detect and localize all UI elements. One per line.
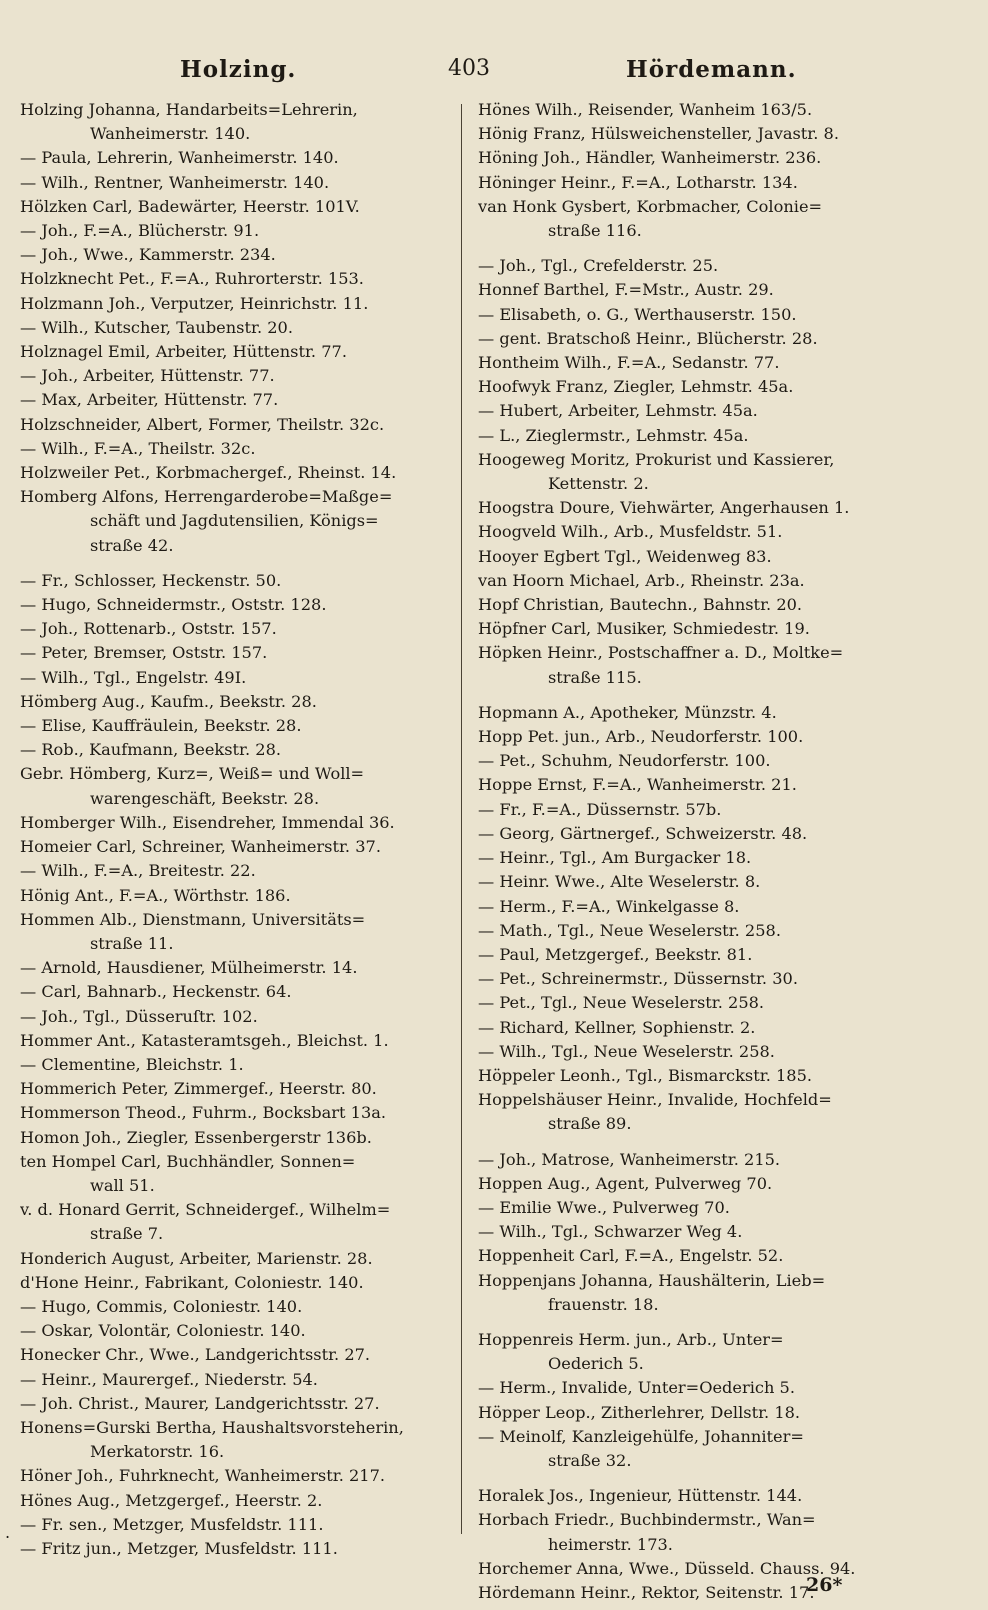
margin-mark: . <box>5 1523 11 1542</box>
directory-entry: Höner Joh., Fuhrknecht, Wanheimerstr. 217. <box>20 1466 386 1486</box>
directory-entry: Höning Joh., Händler, Wanheimerstr. 236. <box>478 148 822 168</box>
directory-entry: Gebr. Hömberg, Kurz=, Weiß= und Woll= <box>20 764 365 784</box>
directory-entry: van Hoorn Michael, Arb., Rheinstr. 23a. <box>478 570 805 590</box>
directory-entry: — Rob., Kaufmann, Beekstr. 28. <box>20 740 282 760</box>
directory-entry: — Georg, Gärtnergef., Schweizerstr. 48. <box>478 823 808 843</box>
directory-entry: Holzweiler Pet., Korbmachergef., Rheinst. 14. <box>20 463 397 483</box>
directory-entry: Homberg Alfons, Herrengarderobe=Maßge= <box>20 487 393 507</box>
directory-entry: Hommen Alb., Dienstmann, Universitäts= <box>20 909 366 929</box>
directory-entry: — Joh., Matrose, Wanheimerstr. 215. <box>478 1149 781 1169</box>
directory-entry: — Richard, Kellner, Sophienstr. 2. <box>478 1017 756 1037</box>
directory-entry: — Max, Arbeiter, Hüttenstr. 77. <box>20 390 279 410</box>
directory-entry: — Heinr. Wwe., Alte Weselerstr. 8. <box>478 872 761 892</box>
directory-entry: Hönig Ant., F.=A., Wörthstr. 186. <box>20 885 291 905</box>
directory-entry: — Hugo, Commis, Coloniestr. 140. <box>20 1296 303 1316</box>
directory-entry: — Wilh., Rentner, Wanheimerstr. 140. <box>20 172 330 192</box>
directory-entry: ten Hompel Carl, Buchhändler, Sonnen= <box>20 1151 356 1171</box>
directory-entry: Homeier Carl, Schreiner, Wanheimerstr. 37. <box>20 837 381 857</box>
directory-entry: — Paul, Metzgergef., Beekstr. 81. <box>478 944 753 964</box>
directory-entry: — Hubert, Arbeiter, Lehmstr. 45a. <box>478 401 758 421</box>
directory-entry: — Wilh., Kutscher, Taubenstr. 20. <box>20 317 293 337</box>
directory-entry: Hommerson Theod., Fuhrm., Bocksbart 13a. <box>20 1103 387 1123</box>
directory-entry: — Meinolf, Kanzleigehülfe, Johanniter= <box>478 1426 804 1446</box>
directory-entry: — Herm., Invalide, Unter=Oederich 5. <box>478 1378 795 1398</box>
entry-continuation: straße 32. <box>548 1450 632 1470</box>
directory-entry: Honens=Gurski Bertha, Haushaltsvorsteherin, <box>20 1417 404 1437</box>
page-header <box>0 50 988 90</box>
directory-entry: — gent. Bratschoß Heinr., Blücherstr. 28. <box>478 328 818 348</box>
directory-entry: van Honk Gysbert, Korbmacher, Colonie= <box>478 196 823 216</box>
directory-entry: Hommer Ant., Katasteramtsgeh., Bleichst. 1. <box>20 1030 389 1050</box>
directory-entry: Höppeler Leonh., Tgl., Bismarckstr. 185. <box>478 1065 813 1085</box>
directory-entry: — Peter, Bremser, Oststr. 157. <box>20 643 268 663</box>
directory-entry: — Fr., Schlosser, Heckenstr. 50. <box>20 570 282 590</box>
directory-entry: — Emilie Wwe., Pulverweg 70. <box>478 1197 730 1217</box>
entry-continuation: straße 11. <box>90 933 174 953</box>
directory-entry: Hoofwyk Franz, Ziegler, Lehmstr. 45a. <box>478 377 794 397</box>
directory-entry: — Wilh., Tgl., Neue Weselerstr. 258. <box>478 1041 775 1061</box>
entry-continuation: Merkatorstr. 16. <box>90 1442 225 1462</box>
directory-entry: Hoppenheit Carl, F.=A., Engelstr. 52. <box>478 1246 784 1266</box>
directory-entry: Hoogveld Wilh., Arb., Musfeldstr. 51. <box>478 522 783 542</box>
directory-entry: — Wilh., F.=A., Theilstr. 32c. <box>20 438 256 458</box>
page-number: 403 <box>448 56 490 81</box>
directory-entry: — Fr., F.=A., Düssernstr. 57b. <box>478 799 722 819</box>
directory-entry: Horalek Jos., Ingenieur, Hüttenstr. 144. <box>478 1486 803 1506</box>
directory-entry: — Joh., Rottenarb., Oststr. 157. <box>20 619 277 639</box>
directory-entry: Honnef Barthel, F.=Mstr., Austr. 29. <box>478 280 774 300</box>
directory-entry: — Math., Tgl., Neue Weselerstr. 258. <box>478 920 781 940</box>
directory-entry: v. d. Honard Gerrit, Schneidergef., Wilhelm= <box>20 1200 391 1220</box>
directory-entry: — Joh., Tgl., Düsseruſtr. 102. <box>20 1006 258 1026</box>
entry-continuation: straße 116. <box>548 221 642 241</box>
directory-entry: — Wilh., Tgl., Schwarzer Weg 4. <box>478 1222 743 1242</box>
entry-continuation: schäft und Jagdutensilien, Königs= <box>90 511 379 531</box>
directory-entry: — Elise, Kauffräulein, Beekstr. 28. <box>20 716 302 736</box>
entry-continuation: heimerstr. 173. <box>548 1534 673 1554</box>
directory-entry: Horbach Friedr., Buchbindermstr., Wan= <box>478 1510 816 1530</box>
directory-entry: Hoppenreis Herm. jun., Arb., Unter= <box>478 1329 784 1349</box>
signature-mark: 26* <box>806 1574 843 1596</box>
directory-entry: Horchemer Anna, Wwe., Düsseld. Chauss. 94. <box>478 1558 856 1578</box>
directory-entry: — Wilh., F.=A., Breitestr. 22. <box>20 861 256 881</box>
directory-entry: — Joh., Wwe., Kammerstr. 234. <box>20 245 276 265</box>
entry-continuation: warengeschäft, Beekstr. 28. <box>90 788 320 808</box>
directory-entry: Hoppen Aug., Agent, Pulverweg 70. <box>478 1173 773 1193</box>
left-column <box>20 98 450 1561</box>
directory-entry: — Joh., F.=A., Blücherstr. 91. <box>20 221 260 241</box>
entry-continuation: straße 115. <box>548 667 642 687</box>
entry-continuation: wall 51. <box>90 1175 155 1195</box>
directory-entry: Holzschneider, Albert, Former, Theilstr. 32c. <box>20 414 385 434</box>
directory-entry: — Arnold, Hausdiener, Mülheimerstr. 14. <box>20 958 358 978</box>
directory-entry: — Herm., F.=A., Winkelgasse 8. <box>478 896 740 916</box>
entry-continuation: straße 7. <box>90 1224 164 1244</box>
directory-entry: Höpper Leop., Zitherlehrer, Dellstr. 18. <box>478 1402 801 1422</box>
entry-continuation: straße 42. <box>90 535 174 555</box>
directory-entry: — Pet., Schreinermstr., Düssernstr. 30. <box>478 969 798 989</box>
entry-continuation: Kettenstr. 2. <box>548 474 649 494</box>
entry-continuation: straße 89. <box>548 1114 632 1134</box>
directory-entry: — Oskar, Volontär, Coloniestr. 140. <box>20 1321 306 1341</box>
directory-entry: Hömberg Aug., Kaufm., Beekstr. 28. <box>20 691 317 711</box>
directory-entry: Hönig Franz, Hülsweichensteller, Javastr. 8. <box>478 124 839 144</box>
right-column <box>478 98 930 1605</box>
directory-entry: d'Hone Heinr., Fabrikant, Coloniestr. 140. <box>20 1272 364 1292</box>
directory-entry: Homberger Wilh., Eisendreher, Immendal 36. <box>20 812 395 832</box>
directory-entry: Holzing Johanna, Handarbeits=Lehrerin, <box>20 100 358 119</box>
directory-entry: — Pet., Tgl., Neue Weselerstr. 258. <box>478 993 765 1013</box>
directory-entry: — Carl, Bahnarb., Heckenstr. 64. <box>20 982 292 1002</box>
directory-entry: Hoppe Ernst, F.=A., Wanheimerstr. 21. <box>478 775 797 795</box>
directory-entry: Hönes Aug., Metzgergef., Heerstr. 2. <box>20 1490 323 1510</box>
directory-entry: — Joh., Tgl., Crefelderstr. 25. <box>478 256 719 276</box>
directory-entry: — Paula, Lehrerin, Wanheimerstr. 140. <box>20 148 339 168</box>
header-left-keyword: Holzing. <box>180 56 297 83</box>
directory-entry: Hopmann A., Apotheker, Münzstr. 4. <box>478 702 777 722</box>
directory-entry: Hommerich Peter, Zimmergef., Heerstr. 80. <box>20 1079 377 1099</box>
directory-entry: Hoppenjans Johanna, Haushälterin, Lieb= <box>478 1270 826 1290</box>
directory-entry: Hopf Christian, Bautechn., Bahnstr. 20. <box>478 595 803 615</box>
directory-entry: Höninger Heinr., F.=A., Lotharstr. 134. <box>478 172 798 192</box>
directory-entry: — Hugo, Schneidermstr., Oststr. 128. <box>20 595 327 615</box>
directory-entry: — Fritz jun., Metzger, Musfeldstr. 111. <box>20 1538 338 1558</box>
directory-entry: Hooyer Egbert Tgl., Weidenweg 83. <box>478 546 772 566</box>
directory-entry: — Fr. sen., Metzger, Musfeldstr. 111. <box>20 1514 324 1534</box>
header-right-keyword: Hördemann. <box>626 56 797 83</box>
directory-entry: Holzmann Joh., Verputzer, Heinrichstr. 11. <box>20 293 369 313</box>
entry-continuation: Oederich 5. <box>548 1354 644 1374</box>
directory-entry: Hontheim Wilh., F.=A., Sedanstr. 77. <box>478 353 780 373</box>
directory-entry: Hölzken Carl, Badewärter, Heerstr. 101V. <box>20 196 360 216</box>
directory-entry: Holzknecht Pet., F.=A., Ruhrorterstr. 153. <box>20 269 364 289</box>
directory-entry: — L., Zieglermstr., Lehmstr. 45a. <box>478 425 749 445</box>
directory-entry: — Heinr., Maurergef., Niederstr. 54. <box>20 1369 318 1389</box>
directory-entry: — Joh. Christ., Maurer, Landgerichtsstr. 27. <box>20 1393 380 1413</box>
directory-entry: — Clementine, Bleichstr. 1. <box>20 1054 244 1074</box>
directory-entry: Hopp Pet. jun., Arb., Neudorferstr. 100. <box>478 727 804 747</box>
directory-entry: Holznagel Emil, Arbeiter, Hüttenstr. 77. <box>20 342 347 362</box>
directory-entry: — Elisabeth, o. G., Werthauserstr. 150. <box>478 304 797 324</box>
directory-entry: Hoogeweg Moritz, Prokurist und Kassierer, <box>478 449 835 469</box>
directory-entry: Höpfner Carl, Musiker, Schmiedestr. 19. <box>478 619 810 639</box>
entry-continuation: frauenstr. 18. <box>548 1294 659 1314</box>
directory-entry: Honderich August, Arbeiter, Marienstr. 28. <box>20 1248 373 1268</box>
directory-entry: — Heinr., Tgl., Am Burgacker 18. <box>478 848 752 868</box>
directory-entry: Hördemann Heinr., Rektor, Seitenstr. 17. <box>478 1582 815 1602</box>
directory-entry: Hönes Wilh., Reisender, Wanheim 163/5. <box>478 100 813 119</box>
directory-entry: Hoogstra Doure, Viehwärter, Angerhausen 1. <box>478 498 850 518</box>
directory-entry: Höpken Heinr., Postschaffner a. D., Moltke= <box>478 643 844 663</box>
column-divider <box>461 104 462 1534</box>
directory-entry: — Joh., Arbeiter, Hüttenstr. 77. <box>20 366 275 386</box>
entry-continuation: Wanheimerstr. 140. <box>90 124 251 144</box>
directory-entry: Hoppelshäuser Heinr., Invalide, Hochfeld= <box>478 1090 832 1110</box>
directory-entry: — Wilh., Tgl., Engelstr. 49I. <box>20 667 247 687</box>
directory-entry: Honecker Chr., Wwe., Landgerichtsstr. 27. <box>20 1345 371 1365</box>
directory-entry: Homon Joh., Ziegler, Essenbergerstr 136b. <box>20 1127 372 1147</box>
directory-entry: — Pet., Schuhm, Neudorferstr. 100. <box>478 751 771 771</box>
